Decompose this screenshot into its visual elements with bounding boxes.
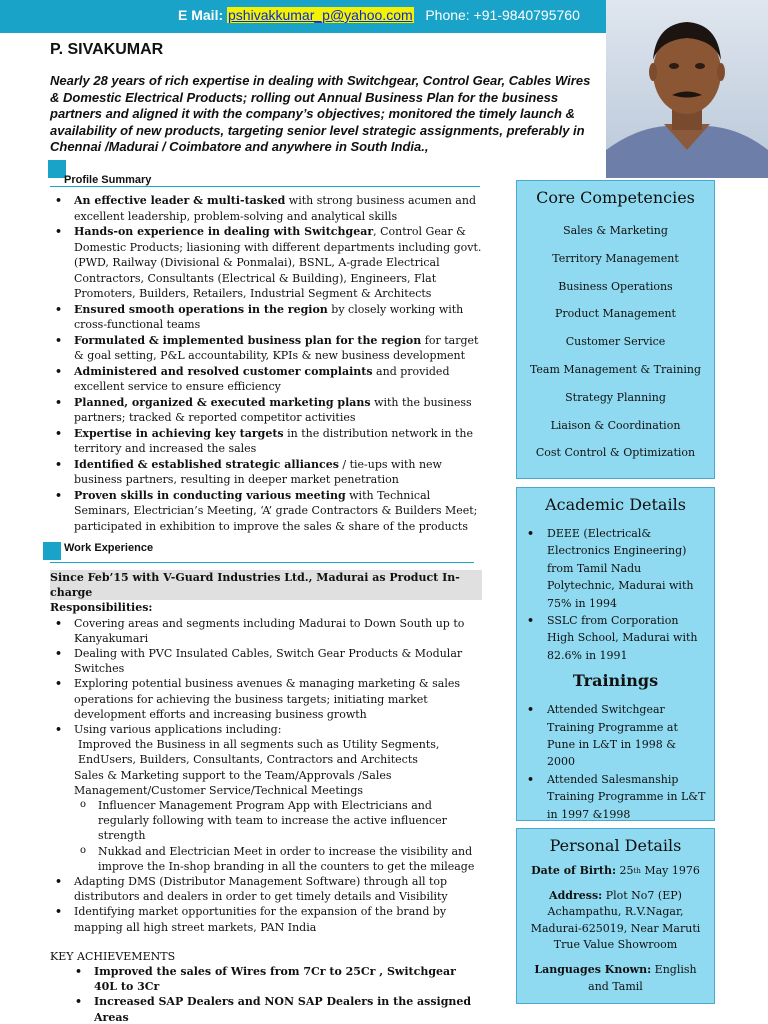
trainings-list	[517, 701, 714, 823]
list-item: • Administered and resolved customer complaints and provided excellent service to ensure efficiency	[50, 364, 482, 395]
career-objective: Nearly 28 years of rich expertise in dealing with Switchgear, Control Gear, Cables Wires & Domestic Electrical Products; rolling out Annual Business Plan for the business partners and aligned it with the company’s objectives; monitored the timely launch & availability of new products, targeting senior level strategic assignments, preferably in Chennai /Madurai / Coimbatore and anywhere in South India.,	[50, 73, 591, 155]
list-item: o Influencer Management Program App with Electricians and regularly following with team to increase the active influencer strength	[74, 798, 482, 844]
competency-item: Team Management & Training	[529, 362, 702, 376]
list-item: • An effective leader & multi-tasked with strong business acumen and excellent leadership, problem-solving and analytical skills	[50, 193, 482, 224]
competency-item: Customer Service	[565, 335, 666, 349]
core-competencies-heading: Core Competencies	[536, 188, 695, 207]
languages-known: Languages Known: English and Tamil	[534, 962, 697, 993]
address: Address: Plot No7 (EP) Achampathu, R.V.Nagar, Madurai-625019, Near Maruti True Value Showroom	[530, 888, 701, 952]
phone-label: Phone:	[425, 7, 470, 23]
responsibilities-list	[50, 616, 482, 738]
phone-number: +91-9840795760	[473, 7, 580, 23]
competency-item: Business Operations	[558, 279, 673, 293]
sub-line: Improved the Business in all segments such as Utility Segments, EndUsers, Builders, Consultants, Contractors and Architects	[78, 738, 440, 767]
section-divider	[50, 562, 474, 563]
personal-details-heading: Personal Details	[549, 836, 682, 855]
list-item: • Dealing with PVC Insulated Cables, Switch Gear Products & Modular Switches	[50, 646, 482, 676]
core-competencies-box	[516, 180, 715, 479]
responsibilities-list-continued	[50, 874, 482, 935]
list-item: • Ensured smooth operations in the region by closely working with cross-functional teams	[50, 302, 482, 333]
list-item: • Improved the sales of Wires from 7Cr to 25Cr , Switchgear 40L to 3Cr	[70, 964, 482, 994]
list-item: • Adapting DMS (Distributor Management Software) through all top distributors and dealers in order to get timely details and Visibility	[50, 874, 482, 904]
list-item: • Hands-on experience in dealing with Switchgear, Control Gear & Domestic Products; liasioning with different departments including govt. (PWD, Railway (Divisional & Ponmalai), BSNL, A-grade Electrical Contractors, Consultants (Electrical & Building), Engineers, Flat Promoters, Builders, Retailers, Industrial Segment & Architects	[50, 224, 482, 302]
list-item: • Attended Salesmanship Training Programme in L&T in 1997 &1998	[517, 771, 706, 823]
list-item: • Expertise in achieving key targets in the distribution network in the territory and increased the sales	[50, 426, 482, 457]
list-item: • SSLC from Corporation High School, Madurai with 82.6% in 1991	[517, 612, 706, 664]
profile-summary-heading: Profile Summary	[64, 174, 152, 186]
academic-list	[517, 525, 714, 664]
section-marker	[43, 542, 61, 560]
key-achievements-label: KEY ACHIEVEMENTS	[50, 949, 176, 963]
responsibilities-label: Responsibilities:	[50, 601, 153, 615]
list-item: • Formulated & implemented business plan for the region for target & goal setting, P&L accountability, KPIs & new business development	[50, 333, 482, 364]
candidate-name: P. SIVAKUMAR	[50, 41, 164, 58]
profile-photo	[606, 0, 768, 178]
list-item: o Nukkad and Electrician Meet in order to increase the visibility and improve the In-shop branding in all the counters to get the mileage	[74, 844, 482, 874]
list-item: • Attended Switchgear Training Programme at Pune in L&T in 1998 & 2000	[517, 701, 706, 771]
trainings-heading: Trainings	[572, 671, 659, 691]
competency-item: Territory Management	[552, 251, 679, 265]
personal-details-box	[516, 828, 715, 1004]
competency-item: Sales & Marketing	[563, 224, 668, 237]
email-label: E Mail:	[178, 7, 224, 23]
list-item: • DEEE (Electrical& Electronics Engineering) from Tamil Nadu Polytechnic, Madurai with 75% in 1994	[517, 525, 706, 612]
work-experience-body	[50, 570, 482, 1024]
competency-item: Strategy Planning	[565, 390, 666, 404]
date-of-birth: Date of Birth: 25th May 1976	[531, 864, 700, 877]
academic-details-heading: Academic Details	[545, 495, 686, 514]
applications-list	[50, 798, 482, 874]
work-experience-heading: Work Experience	[64, 542, 154, 554]
list-item: • Planned, organized & executed marketing plans with the business partners; tracked & reported competitor activities	[50, 395, 482, 426]
competency-item: Cost Control & Optimization	[535, 446, 696, 460]
list-item: • Covering areas and segments including Madurai to Down South up to Kanyakumari	[50, 616, 482, 646]
sub-line: Sales & Marketing support to the Team/Approvals /Sales Management/Customer Service/Technical Meetings	[74, 768, 392, 797]
academic-details-box	[516, 487, 715, 821]
competency-item: Liaison & Coordination	[550, 418, 681, 432]
job-title-line: Since Feb’15 with V-Guard Industries Ltd., Madurai as Product In-charge	[50, 570, 482, 600]
section-divider	[50, 186, 480, 187]
list-item: • Identified & established strategic alliances / tie-ups with new business partners, resulting in deeper market penetration	[50, 457, 482, 488]
list-item: • Exploring potential business avenues & managing marketing & sales operations for achieving the business targets; initiating market development efforts and increasing business growth	[50, 676, 482, 722]
competency-item: Product Management	[555, 307, 676, 321]
contact-bar	[0, 0, 606, 33]
list-item: • Identifying market opportunities for the expansion of the brand by mapping all high street markets, PAN India	[50, 904, 482, 934]
key-achievements-list	[50, 964, 482, 1024]
list-item: • Proven skills in conducting various meeting with Technical Seminars, Electrician’s Meeting, ‘A’ grade Contractors & Builders Meet; participated in exhibition to improve the sales & share of the products	[50, 488, 482, 535]
list-item: • Increased SAP Dealers and NON SAP Dealers in the assigned Areas	[70, 994, 482, 1024]
email-link[interactable]: pshivakkumar_p@yahoo.com	[228, 7, 413, 23]
list-item: • Using various applications including:	[50, 722, 482, 737]
profile-summary-list	[50, 193, 482, 534]
